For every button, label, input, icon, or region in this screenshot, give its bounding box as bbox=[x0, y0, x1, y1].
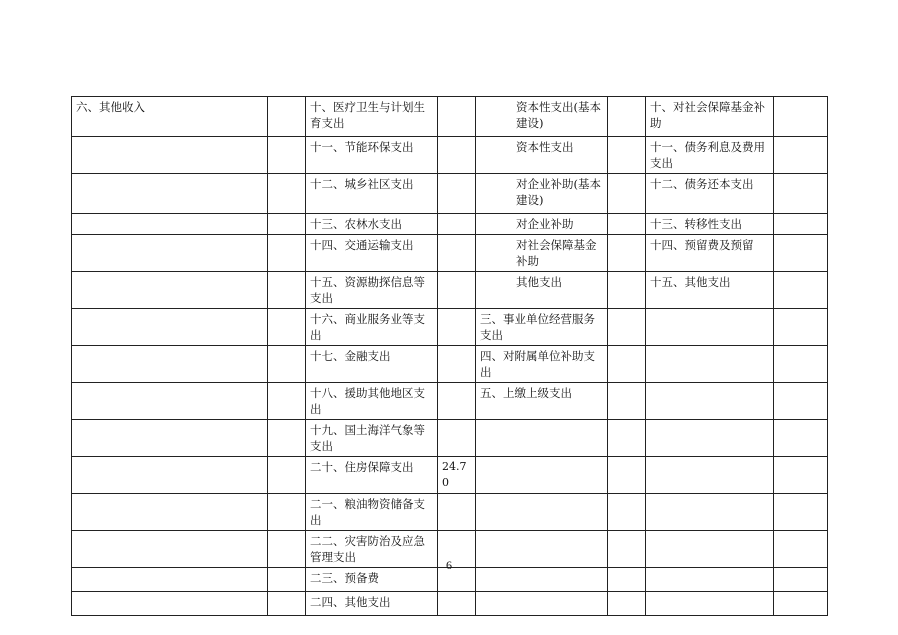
table-cell bbox=[608, 494, 646, 531]
table-cell bbox=[72, 235, 268, 272]
table-cell bbox=[646, 420, 774, 457]
table-cell: 十五、其他支出 bbox=[646, 272, 774, 309]
table-body bbox=[72, 97, 828, 616]
table-cell bbox=[774, 174, 828, 214]
table-cell bbox=[774, 457, 828, 494]
table-cell bbox=[438, 272, 476, 309]
table-cell bbox=[72, 383, 268, 420]
table-cell: 资本性支出(基本建设) bbox=[476, 97, 608, 137]
table-cell bbox=[268, 235, 306, 272]
table-cell bbox=[646, 592, 774, 616]
table-cell bbox=[774, 272, 828, 309]
table-cell bbox=[476, 420, 608, 457]
table-cell bbox=[438, 97, 476, 137]
table-cell bbox=[646, 457, 774, 494]
table-cell: 三、事业单位经营服务支出 bbox=[476, 309, 608, 346]
table-cell bbox=[646, 383, 774, 420]
table-cell: 五、上缴上级支出 bbox=[476, 383, 608, 420]
table-cell: 六、其他收入 bbox=[72, 97, 268, 137]
table-row bbox=[72, 137, 828, 174]
table-cell: 24.70 bbox=[438, 457, 476, 494]
table-cell bbox=[268, 420, 306, 457]
table-cell: 十一、债务利息及费用支出 bbox=[646, 137, 774, 174]
table-cell bbox=[438, 592, 476, 616]
table-cell bbox=[268, 346, 306, 383]
table-cell: 十六、商业服务业等支出 bbox=[306, 309, 438, 346]
table-row bbox=[72, 174, 828, 214]
table-cell: 其他支出 bbox=[476, 272, 608, 309]
table-cell bbox=[774, 97, 828, 137]
table-cell: 对企业补助 bbox=[476, 214, 608, 235]
table-cell bbox=[608, 592, 646, 616]
table-cell: 二一、粮油物资储备支出 bbox=[306, 494, 438, 531]
table-cell bbox=[438, 494, 476, 531]
table-cell bbox=[646, 494, 774, 531]
table-cell: 对社会保障基金补助 bbox=[476, 235, 608, 272]
table-cell bbox=[438, 383, 476, 420]
table-cell: 十九、国土海洋气象等支出 bbox=[306, 420, 438, 457]
table-cell bbox=[774, 592, 828, 616]
table-cell: 十一、节能环保支出 bbox=[306, 137, 438, 174]
table-cell bbox=[268, 592, 306, 616]
table-cell bbox=[774, 137, 828, 174]
budget-expenditure-table bbox=[71, 96, 828, 616]
table-cell: 十、医疗卫生与计划生育支出 bbox=[306, 97, 438, 137]
table-cell bbox=[72, 420, 268, 457]
table-cell bbox=[476, 592, 608, 616]
table-cell bbox=[268, 174, 306, 214]
table-cell bbox=[646, 346, 774, 383]
table-cell bbox=[774, 235, 828, 272]
table-cell bbox=[268, 97, 306, 137]
table-cell bbox=[72, 174, 268, 214]
table-cell bbox=[268, 137, 306, 174]
table-cell bbox=[72, 592, 268, 616]
table-cell bbox=[608, 346, 646, 383]
table-cell bbox=[268, 214, 306, 235]
table-cell: 十二、债务还本支出 bbox=[646, 174, 774, 214]
table-cell bbox=[72, 214, 268, 235]
table-cell bbox=[608, 174, 646, 214]
table-cell: 资本性支出 bbox=[476, 137, 608, 174]
table-row bbox=[72, 494, 828, 531]
table-cell bbox=[268, 457, 306, 494]
table-cell bbox=[774, 420, 828, 457]
table-cell bbox=[608, 97, 646, 137]
page-number: 6 bbox=[446, 558, 452, 572]
table-row bbox=[72, 457, 828, 494]
table-cell bbox=[268, 309, 306, 346]
table-cell bbox=[438, 214, 476, 235]
table-cell bbox=[608, 420, 646, 457]
table-row bbox=[72, 383, 828, 420]
table-row bbox=[72, 309, 828, 346]
table-cell bbox=[608, 383, 646, 420]
table-cell: 十、对社会保障基金补助 bbox=[646, 97, 774, 137]
table-cell bbox=[72, 494, 268, 531]
table-cell bbox=[476, 457, 608, 494]
table-cell: 二三、预备费 bbox=[306, 568, 438, 592]
table-cell: 十三、转移性支出 bbox=[646, 214, 774, 235]
table-row bbox=[72, 214, 828, 235]
table-cell bbox=[608, 309, 646, 346]
table-cell: 二四、其他支出 bbox=[306, 592, 438, 616]
table-cell bbox=[774, 346, 828, 383]
table-cell bbox=[72, 272, 268, 309]
table-cell bbox=[774, 309, 828, 346]
table-cell bbox=[438, 346, 476, 383]
table-row bbox=[72, 272, 828, 309]
table-cell: 四、对附属单位补助支出 bbox=[476, 346, 608, 383]
table-cell bbox=[438, 309, 476, 346]
table-cell bbox=[608, 214, 646, 235]
table-cell bbox=[608, 235, 646, 272]
table-cell bbox=[438, 174, 476, 214]
table-cell: 二十、住房保障支出 bbox=[306, 457, 438, 494]
table-cell: 十四、交通运输支出 bbox=[306, 235, 438, 272]
table-row bbox=[72, 420, 828, 457]
table-cell: 十八、援助其他地区支出 bbox=[306, 383, 438, 420]
table-cell bbox=[646, 309, 774, 346]
table-cell: 十五、资源勘探信息等支出 bbox=[306, 272, 438, 309]
table-row bbox=[72, 97, 828, 137]
table-cell bbox=[72, 346, 268, 383]
table-cell: 十三、农林水支出 bbox=[306, 214, 438, 235]
table-cell: 二二、灾害防治及应急管理支出 bbox=[306, 531, 438, 568]
table-cell bbox=[268, 383, 306, 420]
table-row bbox=[72, 592, 828, 616]
table-cell bbox=[268, 272, 306, 309]
table-cell bbox=[476, 494, 608, 531]
table-cell: 十七、金融支出 bbox=[306, 346, 438, 383]
table-cell bbox=[438, 137, 476, 174]
table-cell bbox=[268, 494, 306, 531]
table-cell bbox=[774, 214, 828, 235]
table-cell bbox=[438, 420, 476, 457]
table-cell: 十四、预留费及预留 bbox=[646, 235, 774, 272]
table-cell: 十二、城乡社区支出 bbox=[306, 174, 438, 214]
table-cell bbox=[72, 457, 268, 494]
table-cell bbox=[72, 309, 268, 346]
table-cell bbox=[608, 457, 646, 494]
table-cell bbox=[774, 494, 828, 531]
table-cell bbox=[608, 137, 646, 174]
table-cell bbox=[774, 383, 828, 420]
table-cell bbox=[72, 137, 268, 174]
table-cell: 对企业补助(基本建设) bbox=[476, 174, 608, 214]
table-cell bbox=[438, 235, 476, 272]
table-row bbox=[72, 346, 828, 383]
table-row bbox=[72, 235, 828, 272]
table-cell bbox=[608, 272, 646, 309]
